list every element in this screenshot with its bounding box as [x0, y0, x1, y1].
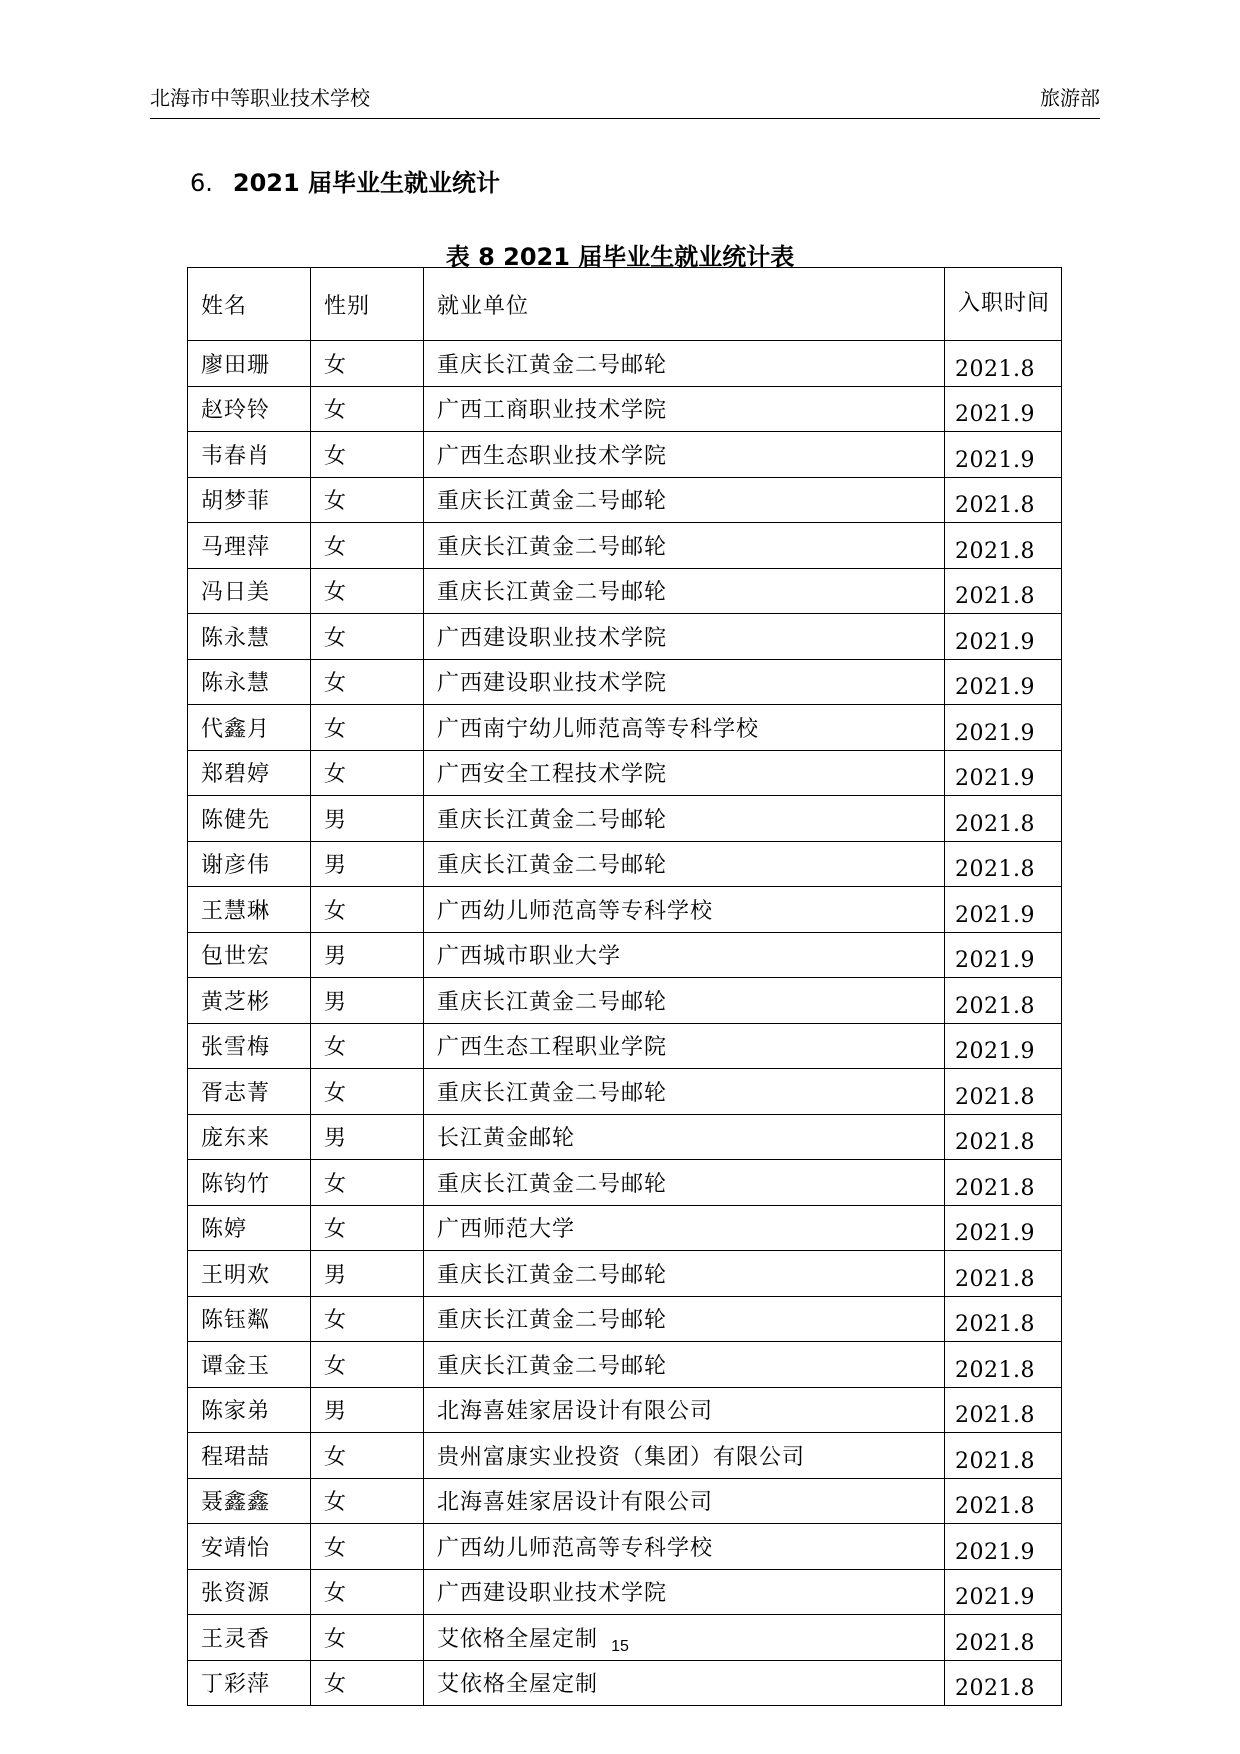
- name-cell: 丁彩萍: [188, 1660, 311, 1706]
- hire-date-cell: 2021.8: [945, 568, 1062, 614]
- table-row: [188, 1205, 1062, 1251]
- employer-cell: 重庆长江黄金二号邮轮: [424, 1296, 945, 1342]
- name-cell: 廖田珊: [188, 341, 311, 387]
- gender-cell: 男: [311, 841, 424, 887]
- gender-cell: 女: [311, 1615, 424, 1661]
- table-row: [188, 750, 1062, 796]
- employer-cell: 重庆长江黄金二号邮轮: [424, 568, 945, 614]
- name-cell: 陈家弟: [188, 1387, 311, 1433]
- table-row: [188, 341, 1062, 387]
- hire-date-cell: 2021.9: [945, 1205, 1062, 1251]
- hire-date-cell: 2021.8: [945, 1387, 1062, 1433]
- name-cell: 胥志菁: [188, 1069, 311, 1115]
- gender-cell: 男: [311, 932, 424, 978]
- name-cell: 陈婷: [188, 1205, 311, 1251]
- table-row: [188, 568, 1062, 614]
- hire-date-cell: 2021.8: [945, 1251, 1062, 1297]
- name-cell: 包世宏: [188, 932, 311, 978]
- gender-cell: 女: [311, 1296, 424, 1342]
- table-caption: 表 8 2021 届毕业生就业统计表: [445, 243, 795, 271]
- hire-date-cell: 2021.8: [945, 841, 1062, 887]
- department-name: 旅游部: [1040, 86, 1100, 110]
- gender-cell: 女: [311, 568, 424, 614]
- employer-cell: 广西城市职业大学: [424, 932, 945, 978]
- column-header-name: 姓名: [188, 268, 311, 341]
- name-cell: 张资源: [188, 1569, 311, 1615]
- name-cell: 代鑫月: [188, 705, 311, 751]
- employer-cell: 重庆长江黄金二号邮轮: [424, 1069, 945, 1115]
- name-cell: 黄芝彬: [188, 978, 311, 1024]
- gender-cell: 女: [311, 1524, 424, 1570]
- gender-cell: 女: [311, 432, 424, 478]
- employer-cell: 广西幼儿师范高等专科学校: [424, 1524, 945, 1570]
- employer-cell: 重庆长江黄金二号邮轮: [424, 523, 945, 569]
- name-cell: 马理萍: [188, 523, 311, 569]
- name-cell: 陈永慧: [188, 614, 311, 660]
- name-cell: 陈永慧: [188, 659, 311, 705]
- employer-cell: 重庆长江黄金二号邮轮: [424, 978, 945, 1024]
- employer-cell: 长江黄金邮轮: [424, 1114, 945, 1160]
- table-row: [188, 932, 1062, 978]
- gender-cell: 女: [311, 523, 424, 569]
- section-title: 2021 届毕业生就业统计: [232, 169, 501, 197]
- hire-date-cell: 2021.8: [945, 341, 1062, 387]
- hire-date-cell: 2021.8: [945, 796, 1062, 842]
- hire-date-cell: 2021.9: [945, 887, 1062, 933]
- name-cell: 王慧琳: [188, 887, 311, 933]
- table-row: [188, 523, 1062, 569]
- employer-cell: 广西建设职业技术学院: [424, 1569, 945, 1615]
- gender-cell: 女: [311, 1069, 424, 1115]
- name-cell: 郑碧婷: [188, 750, 311, 796]
- hire-date-cell: 2021.9: [945, 1569, 1062, 1615]
- employer-cell: 重庆长江黄金二号邮轮: [424, 341, 945, 387]
- gender-cell: 女: [311, 887, 424, 933]
- hire-date-cell: 2021.8: [945, 1478, 1062, 1524]
- gender-cell: 女: [311, 1023, 424, 1069]
- employer-cell: 广西建设职业技术学院: [424, 659, 945, 705]
- gender-cell: 男: [311, 1251, 424, 1297]
- gender-cell: 女: [311, 477, 424, 523]
- employer-cell: 广西生态职业技术学院: [424, 432, 945, 478]
- gender-cell: 男: [311, 1114, 424, 1160]
- hire-date-cell: 2021.9: [945, 659, 1062, 705]
- table-row: [188, 1296, 1062, 1342]
- table-row: [188, 1023, 1062, 1069]
- hire-date-cell: 2021.9: [945, 750, 1062, 796]
- school-name: 北海市中等职业技术学校: [150, 86, 370, 110]
- table-row: [188, 705, 1062, 751]
- employer-cell: 艾依格全屋定制: [424, 1615, 945, 1661]
- name-cell: 张雪梅: [188, 1023, 311, 1069]
- hire-date-cell: 2021.9: [945, 705, 1062, 751]
- hire-date-cell: 2021.8: [945, 1296, 1062, 1342]
- table-header-row: [188, 268, 1062, 341]
- employer-cell: 重庆长江黄金二号邮轮: [424, 841, 945, 887]
- employer-cell: 贵州富康实业投资（集团）有限公司: [424, 1433, 945, 1479]
- column-header-hire-date: 入职时间: [945, 268, 1062, 341]
- gender-cell: 女: [311, 705, 424, 751]
- table-row: [188, 887, 1062, 933]
- employer-cell: 重庆长江黄金二号邮轮: [424, 1342, 945, 1388]
- name-cell: 王明欢: [188, 1251, 311, 1297]
- employer-cell: 广西幼儿师范高等专科学校: [424, 887, 945, 933]
- hire-date-cell: 2021.8: [945, 1433, 1062, 1479]
- name-cell: 谢彦伟: [188, 841, 311, 887]
- section-number: 6.: [190, 169, 213, 197]
- employer-cell: 北海喜娃家居设计有限公司: [424, 1478, 945, 1524]
- employer-cell: 广西南宁幼儿师范高等专科学校: [424, 705, 945, 751]
- table-row: [188, 1478, 1062, 1524]
- column-header-gender: 性别: [311, 268, 424, 341]
- hire-date-cell: 2021.8: [945, 1160, 1062, 1206]
- name-cell: 谭金玉: [188, 1342, 311, 1388]
- employer-cell: 重庆长江黄金二号邮轮: [424, 796, 945, 842]
- hire-date-cell: 2021.8: [945, 1615, 1062, 1661]
- employer-cell: 重庆长江黄金二号邮轮: [424, 477, 945, 523]
- table-row: [188, 477, 1062, 523]
- gender-cell: 女: [311, 1433, 424, 1479]
- table-row: [188, 1387, 1062, 1433]
- table-row: [188, 796, 1062, 842]
- table-row: [188, 659, 1062, 705]
- hire-date-cell: 2021.9: [945, 1023, 1062, 1069]
- hire-date-cell: 2021.9: [945, 614, 1062, 660]
- table-row: [188, 1160, 1062, 1206]
- name-cell: 陈钰粼: [188, 1296, 311, 1342]
- employer-cell: 重庆长江黄金二号邮轮: [424, 1251, 945, 1297]
- name-cell: 王灵香: [188, 1615, 311, 1661]
- employer-cell: 北海喜娃家居设计有限公司: [424, 1387, 945, 1433]
- hire-date-cell: 2021.8: [945, 477, 1062, 523]
- employer-cell: 广西师范大学: [424, 1205, 945, 1251]
- hire-date-cell: 2021.8: [945, 1660, 1062, 1706]
- hire-date-cell: 2021.9: [945, 932, 1062, 978]
- gender-cell: 女: [311, 386, 424, 432]
- table-row: [188, 614, 1062, 660]
- gender-cell: 男: [311, 1387, 424, 1433]
- employer-cell: 重庆长江黄金二号邮轮: [424, 1160, 945, 1206]
- name-cell: 冯日美: [188, 568, 311, 614]
- employer-cell: 广西安全工程技术学院: [424, 750, 945, 796]
- section-heading: [190, 163, 500, 198]
- table-body: [188, 341, 1062, 1706]
- column-header-employer: 就业单位: [424, 268, 945, 341]
- table-row: [188, 1069, 1062, 1115]
- hire-date-cell: 2021.9: [945, 386, 1062, 432]
- hire-date-cell: 2021.9: [945, 432, 1062, 478]
- name-cell: 庞东来: [188, 1114, 311, 1160]
- page-number: 15: [611, 1638, 629, 1655]
- gender-cell: 女: [311, 1569, 424, 1615]
- table-row: [188, 1524, 1062, 1570]
- table-row: [188, 841, 1062, 887]
- table-row: [188, 1569, 1062, 1615]
- name-cell: 程珺喆: [188, 1433, 311, 1479]
- table-row: [188, 978, 1062, 1024]
- hire-date-cell: 2021.8: [945, 1342, 1062, 1388]
- table-row: [188, 1342, 1062, 1388]
- hire-date-cell: 2021.8: [945, 1114, 1062, 1160]
- name-cell: 韦春肖: [188, 432, 311, 478]
- employer-cell: 广西生态工程职业学院: [424, 1023, 945, 1069]
- gender-cell: 女: [311, 659, 424, 705]
- gender-cell: 男: [311, 978, 424, 1024]
- name-cell: 聂鑫鑫: [188, 1478, 311, 1524]
- gender-cell: 女: [311, 1660, 424, 1706]
- name-cell: 陈钧竹: [188, 1160, 311, 1206]
- page-header: [150, 86, 1100, 119]
- name-cell: 陈健先: [188, 796, 311, 842]
- table-row: [188, 1433, 1062, 1479]
- gender-cell: 女: [311, 750, 424, 796]
- gender-cell: 女: [311, 1478, 424, 1524]
- gender-cell: 男: [311, 796, 424, 842]
- gender-cell: 女: [311, 614, 424, 660]
- table-row: [188, 386, 1062, 432]
- gender-cell: 女: [311, 1342, 424, 1388]
- gender-cell: 女: [311, 341, 424, 387]
- gender-cell: 女: [311, 1160, 424, 1206]
- table-row: [188, 1660, 1062, 1706]
- gender-cell: 女: [311, 1205, 424, 1251]
- table-row: [188, 1114, 1062, 1160]
- employment-table: [187, 267, 1062, 1706]
- employer-cell: 广西建设职业技术学院: [424, 614, 945, 660]
- table-row: [188, 432, 1062, 478]
- hire-date-cell: 2021.8: [945, 1069, 1062, 1115]
- hire-date-cell: 2021.9: [945, 1524, 1062, 1570]
- hire-date-cell: 2021.8: [945, 523, 1062, 569]
- name-cell: 安靖怡: [188, 1524, 311, 1570]
- employer-cell: 艾依格全屋定制: [424, 1660, 945, 1706]
- name-cell: 胡梦菲: [188, 477, 311, 523]
- name-cell: 赵玲铃: [188, 386, 311, 432]
- employer-cell: 广西工商职业技术学院: [424, 386, 945, 432]
- table-row: [188, 1251, 1062, 1297]
- hire-date-cell: 2021.8: [945, 978, 1062, 1024]
